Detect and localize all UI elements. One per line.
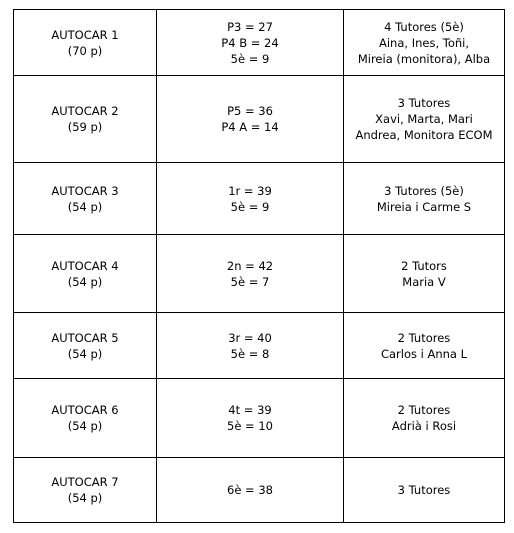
bus-name: AUTOCAR 5 — [51, 330, 119, 345]
group-count: P3 = 27 — [227, 19, 273, 34]
table-row — [14, 10, 505, 76]
tutor-names: Adrià i Rosi — [391, 419, 457, 433]
groups-cell — [157, 163, 344, 235]
tutors-count: 4 Tutores (5è) — [384, 19, 464, 34]
bus-name: AUTOCAR 2 — [51, 104, 119, 118]
bus-cell — [14, 313, 157, 379]
group-count: P5 = 36 — [227, 104, 273, 118]
bus-capacity: (54 p) — [67, 419, 103, 433]
bus-cell — [14, 458, 157, 523]
group-count: 2n = 42 — [226, 258, 274, 273]
group-count: 4t = 39 — [228, 403, 272, 417]
tutors-cell — [344, 313, 505, 379]
tutors-count: 2 Tutores — [397, 330, 451, 345]
groups-cell — [157, 313, 344, 379]
table-row — [14, 379, 505, 458]
tutor-names: Xavi, Marta, Mari — [375, 112, 473, 126]
bus-cell — [14, 10, 157, 76]
tutors-count: 2 Tutors — [401, 258, 447, 273]
group-count: P4 A = 14 — [221, 120, 279, 134]
table-row — [14, 163, 505, 235]
tutors-cell — [344, 10, 505, 76]
bus-name: AUTOCAR 3 — [51, 183, 119, 198]
tutor-names: Mireia i Carme S — [376, 199, 472, 214]
table-row — [14, 458, 505, 523]
bus-capacity: (70 p) — [67, 43, 103, 58]
tutors-count: 3 Tutores — [397, 483, 451, 497]
tutor-names: Mireia (monitora), Alba — [357, 51, 491, 66]
tutor-names: Maria V — [402, 274, 446, 289]
bus-cell — [14, 379, 157, 458]
tutors-count: 3 Tutores — [397, 96, 451, 110]
group-count: 5è = 8 — [230, 346, 270, 361]
bus-capacity: (59 p) — [67, 120, 103, 134]
groups-cell — [157, 76, 344, 163]
bus-cell — [14, 163, 157, 235]
bus-cell — [14, 76, 157, 163]
bus-assignment-table — [13, 9, 505, 523]
tutors-count: 3 Tutores (5è) — [384, 183, 464, 198]
tutors-cell — [344, 76, 505, 163]
table-row — [14, 313, 505, 379]
bus-capacity: (54 p) — [67, 274, 103, 289]
group-count: P4 B = 24 — [221, 35, 279, 50]
bus-capacity: (54 p) — [67, 199, 103, 214]
group-count: 5è = 7 — [230, 274, 270, 289]
groups-cell — [157, 458, 344, 523]
groups-cell — [157, 235, 344, 313]
group-count: 5è = 9 — [230, 51, 270, 66]
bus-capacity: (54 p) — [67, 346, 103, 361]
bus-name: AUTOCAR 1 — [51, 27, 119, 42]
tutor-names: Andrea, Monitora ECOM — [355, 128, 493, 142]
group-count: 5è = 10 — [227, 419, 273, 433]
group-count: 5è = 9 — [230, 199, 270, 214]
group-count: 1r = 39 — [228, 183, 272, 198]
tutors-cell — [344, 379, 505, 458]
bus-capacity: (54 p) — [67, 491, 103, 505]
bus-name: AUTOCAR 4 — [51, 258, 119, 273]
groups-cell — [157, 10, 344, 76]
tutors-cell — [344, 163, 505, 235]
bus-name: AUTOCAR 6 — [51, 403, 119, 417]
table-body — [14, 10, 505, 523]
table-row — [14, 235, 505, 313]
groups-cell — [157, 379, 344, 458]
tutor-names: Aina, Ines, Toñi, — [378, 35, 469, 50]
tutors-cell — [344, 458, 505, 523]
tutors-cell — [344, 235, 505, 313]
bus-name: AUTOCAR 7 — [51, 475, 119, 489]
group-count: 3r = 40 — [228, 330, 272, 345]
group-count: 6è = 38 — [227, 483, 273, 497]
table-row — [14, 76, 505, 163]
bus-cell — [14, 235, 157, 313]
tutors-count: 2 Tutores — [397, 403, 451, 417]
tutor-names: Carlos i Anna L — [380, 346, 468, 361]
